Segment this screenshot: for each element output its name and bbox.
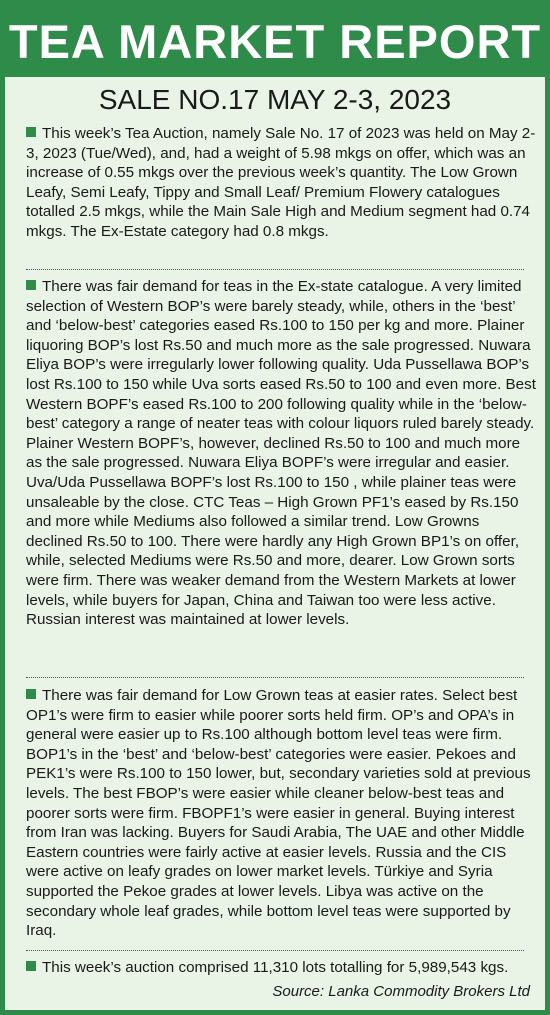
green-square-bullet-icon bbox=[26, 689, 36, 699]
green-square-bullet-icon bbox=[26, 961, 36, 971]
paragraph-sale-summary bbox=[26, 124, 536, 242]
paragraph-auction-total bbox=[26, 958, 536, 978]
source-credit: Source: Lanka Commodity Brokers Ltd bbox=[272, 983, 530, 1000]
green-square-bullet-icon bbox=[26, 280, 36, 290]
dotted-divider bbox=[26, 950, 524, 951]
dotted-divider bbox=[26, 269, 524, 270]
paragraph-text: There was fair demand for teas in the Ex-state catalogue. A very limited selection of Western BOP’s were barely steady, while, others in the ‘best’ and ‘below-best’ categories eased Rs.100 to 150 per kg and more. Plainer liquoring BOP’s lost Rs.50 and much more as the sale progressed. Nuwara Eliya BOP’s were irregularly lower following quality. Uda Pussellawa BOP’s lost Rs.100 to 150 while Uva sorts eased Rs.50 to 100 and even more. Best Western BOPF’s eased Rs.100 to 200 following quality while in the ‘below-best’ category a range of neater teas with colour liquors ruled barely steady. Plainer Western BOPF’s, however, declined Rs.50 to 100 and much more as the sale progressed. Nuwara Eliya BOPF’s were irregular and easier. Uva/Uda Pussellawa BOPF’s lost Rs.100 to 150 , while plainer teas were unsaleable by the close. CTC Teas – High Grown PF1’s eased by Rs.150 and more while Mediums also followed a similar trend. Low Growns declined Rs.50 to 100. There were hardly any High Grown BP1’s on offer, while, selected Mediums were Rs.50 and more, dearer. Low Grown sorts were firm. There was weaker demand from the Western Markets at lower levels, while buyers for Japan, China and Taiwan too were less active. Russian interest was maintained at lower levels. bbox=[26, 278, 536, 629]
dotted-divider bbox=[26, 677, 524, 678]
paragraph-text: There was fair demand for Low Grown teas at easier rates. Select best OP1’s were firm to easier while poorer sorts held firm. OP’s and OPA’s in general were easier up to Rs.100 although bottom level teas were firm. BOP1’s in the ‘best’ and ‘below-best’ categories were easier. Pekoes and PEK1’s were Rs.100 to 150 lower, but, secondary varieties sold at previous levels. The best FBOP’s were easier while cleaner below-best teas and poorer sorts were firm. FBOPF1’s were easier in general. Buying interest from Iran was lacking. Buyers for Saudi Arabia, The UAE and other Middle Eastern countries were fairly active at easier levels. Russia and the CIS were active on leafy grades on lower market levels. Türkiye and Syria supported the Pekoe grades at lower levels. Libya was active on the secondary whole leaf grades, while bottom level teas were supported by Iraq. bbox=[26, 687, 531, 940]
green-square-bullet-icon bbox=[26, 127, 36, 137]
sale-subtitle: SALE NO.17 MAY 2-3, 2023 bbox=[98, 84, 452, 115]
paragraph-low-grown bbox=[26, 686, 536, 941]
report-title: TEA MARKET REPORT bbox=[8, 14, 542, 68]
paragraph-text: This week’s auction comprised 11,310 lots totalling for 5,989,543 kgs. bbox=[42, 959, 509, 976]
paragraph-text: This week’s Tea Auction, namely Sale No. 17 of 2023 was held on May 2-3, 2023 (Tue/Wed), and, had a weight of 5.98 mkgs on offer, which was an increase of 0.55 mkgs over the previous week’s quantity. The Low Grown Leafy, Semi Leafy, Tippy and Small Leaf/ Premium Flowery catalogues totalled 2.5 mkgs, while the Main Sale High and Medium segment had 0.74 mkgs. The Ex-Estate category had 0.8 mkgs. bbox=[26, 125, 536, 240]
title-banner bbox=[5, 5, 545, 77]
paragraph-ex-estate bbox=[26, 277, 536, 630]
